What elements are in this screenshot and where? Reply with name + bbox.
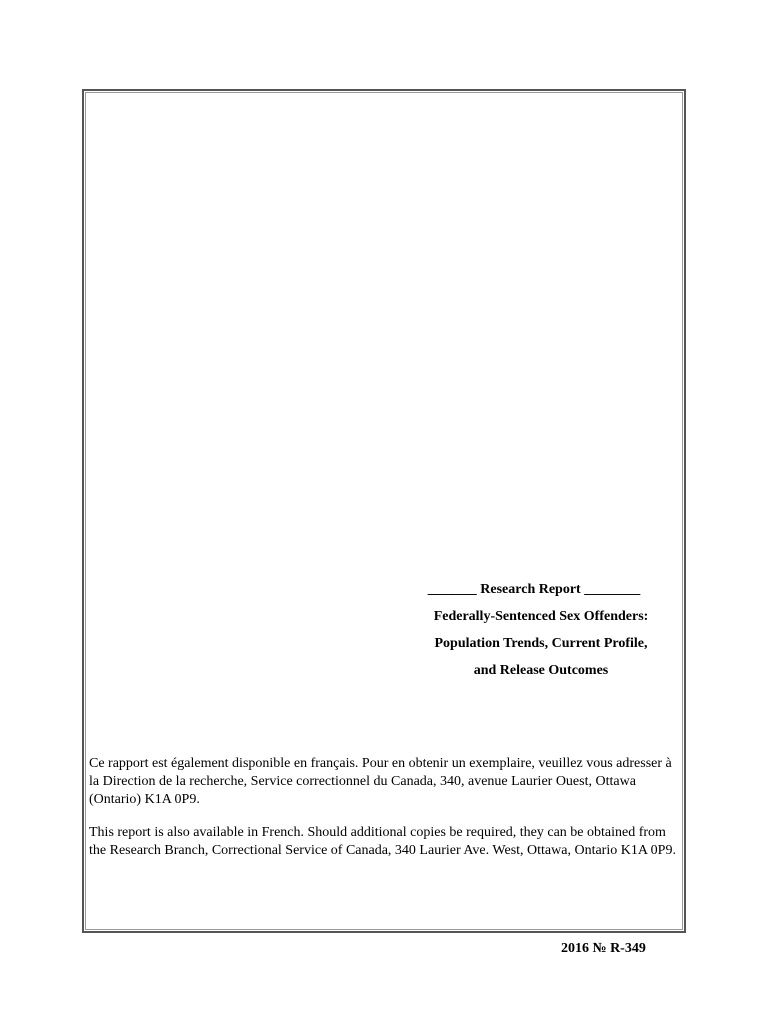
report-number: 2016 № R-349 [561, 941, 646, 956]
title-block [396, 576, 686, 684]
report-title-line-2: Population Trends, Current Profile, [434, 636, 648, 651]
report-title-line-3: and Release Outcomes [473, 663, 609, 678]
research-report-label: _______ Research Report ________ [427, 582, 641, 597]
english-availability-notice: This report is also available in French. Should additional copies be required, they can be obtained from the Research Branch, Correctional Service of Canada, 340 Laurier Ave. West, Ottawa, Ontario K1A 0P9. [89, 825, 676, 858]
report-title-line-1: Federally-Sentenced Sex Offenders: [433, 609, 649, 624]
french-availability-notice: Ce rapport est également disponible en français. Pour en obtenir un exemplaire, veuillez vous adresser à la Direction de la recherche, Service correctionnel du Canada, 340, avenue Laurier Ouest, Ottawa (Ontario) K1A 0P9. [89, 756, 672, 807]
